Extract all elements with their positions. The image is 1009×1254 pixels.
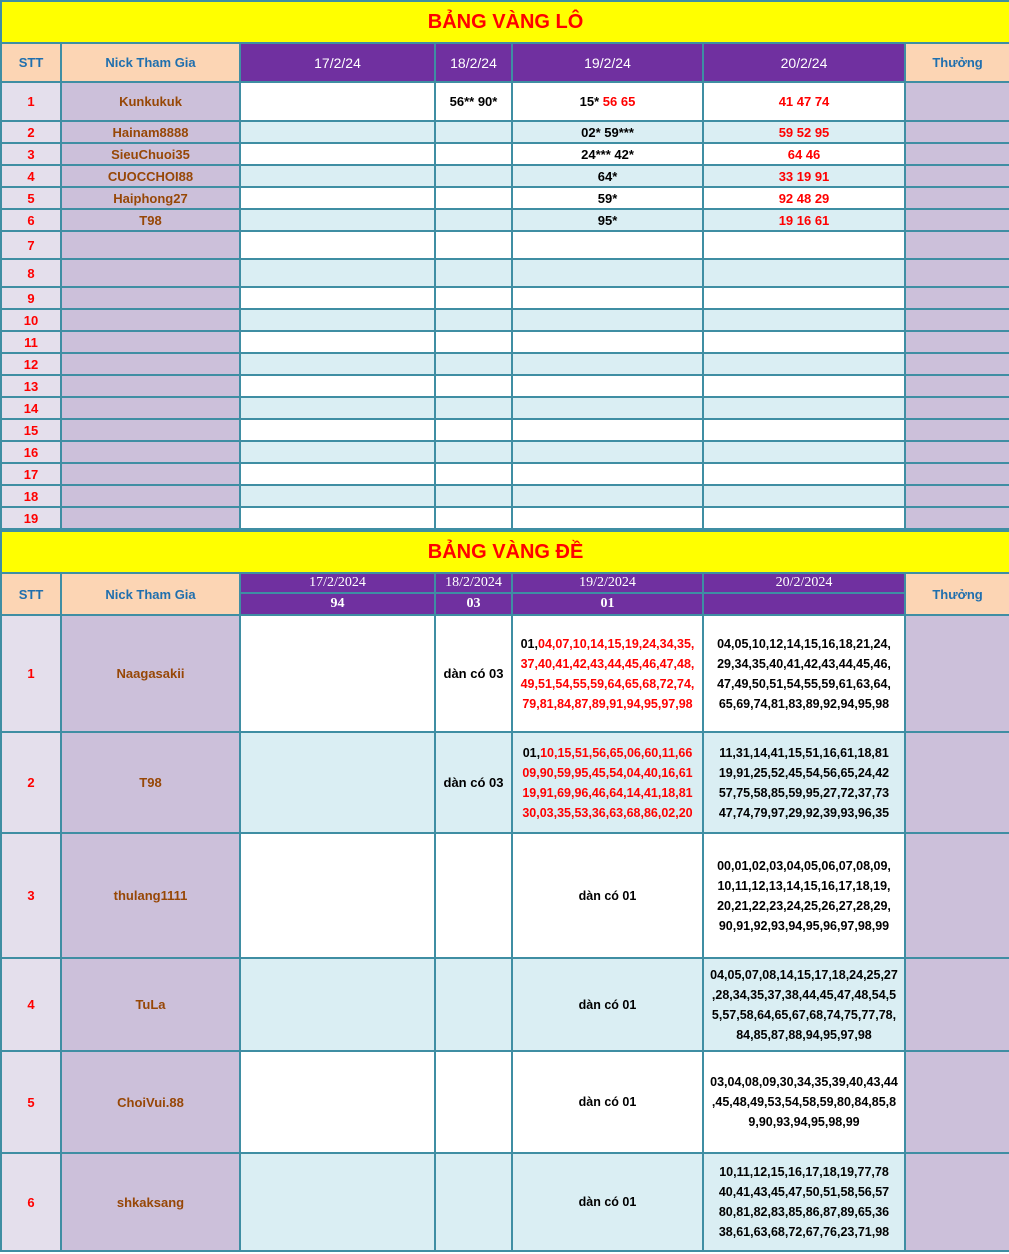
lo-header-date-1: 17/2/24	[240, 43, 435, 82]
lo-nick-cell	[61, 441, 240, 463]
de-result-3: 01	[512, 593, 703, 615]
lo-stt-cell: 19	[1, 507, 61, 529]
lo-reward-cell	[905, 121, 1009, 143]
de-header-date-3: 19/2/2024	[512, 573, 703, 593]
de-date4-cell	[703, 958, 905, 1051]
lo-stt-cell: 1	[1, 82, 61, 121]
lo-header-nick: Nick Tham Gia	[61, 43, 240, 82]
lo-date2-cell	[435, 331, 512, 353]
de-date3-line-black: 01,	[522, 745, 541, 760]
lo-stt-cell: 6	[1, 209, 61, 231]
de-date4-line: 40,41,43,45,47,50,51,58,56,57	[718, 1185, 890, 1199]
lo-nick-cell	[61, 353, 240, 375]
de-date2-cell: dàn có 03	[435, 732, 512, 833]
lo-row	[1, 419, 1009, 441]
lo-date1-cell	[240, 463, 435, 485]
lo-row	[1, 287, 1009, 309]
lo-date2-cell	[435, 209, 512, 231]
lo-date4-cell	[703, 485, 905, 507]
lo-reward-cell	[905, 331, 1009, 353]
lo-nick-cell: SieuChuoi35	[61, 143, 240, 165]
de-date3-line-red: 10,15,51,56,65,06,60,11,66	[540, 745, 693, 760]
lo-date3-cell	[512, 143, 703, 165]
lo-date2-cell	[435, 231, 512, 259]
lo-reward-cell	[905, 485, 1009, 507]
de-header-date-2: 18/2/2024	[435, 573, 512, 593]
de-date1-cell	[240, 1153, 435, 1251]
de-date2-cell	[435, 833, 512, 958]
lo-date2-cell	[435, 259, 512, 287]
de-date2-cell	[435, 1051, 512, 1153]
de-reward-cell	[905, 958, 1009, 1051]
lo-table	[0, 0, 1009, 530]
lo-date4-cell	[703, 353, 905, 375]
lo-date1-cell	[240, 331, 435, 353]
de-stt-cell: 2	[1, 732, 61, 833]
lo-header-date-3: 19/2/24	[512, 43, 703, 82]
lo-reward-cell	[905, 231, 1009, 259]
de-date3-line-red: 30,03,35,53,36,63,68,86,02,20	[522, 805, 693, 820]
de-reward-cell	[905, 1051, 1009, 1153]
de-stt-cell: 5	[1, 1051, 61, 1153]
de-date4-line: ,45,48,49,53,54,58,59,80,84,85,8	[711, 1095, 897, 1109]
lo-date4-cell	[703, 231, 905, 259]
lo-reward-cell	[905, 165, 1009, 187]
lo-row	[1, 143, 1009, 165]
lo-stt-cell: 16	[1, 441, 61, 463]
lo-date4-cell: 33 19 91	[703, 165, 905, 187]
lo-stt-cell: 13	[1, 375, 61, 397]
lo-reward-cell	[905, 143, 1009, 165]
lo-date2-cell	[435, 121, 512, 143]
lo-date4-cell	[703, 309, 905, 331]
de-date2-cell: dàn có 03	[435, 615, 512, 732]
de-date3-line	[513, 763, 702, 783]
de-date3-line	[513, 743, 702, 763]
lo-date1-cell	[240, 259, 435, 287]
de-date3-line	[513, 783, 702, 803]
lo-row	[1, 209, 1009, 231]
lo-stt-cell: 4	[1, 165, 61, 187]
de-date3-cell	[512, 1153, 703, 1251]
lo-date2-cell	[435, 309, 512, 331]
de-date4-cell	[703, 833, 905, 958]
lo-reward-cell	[905, 441, 1009, 463]
lo-date2-cell	[435, 353, 512, 375]
de-date4-line: ,28,34,35,37,38,44,45,47,48,54,5	[711, 987, 897, 1002]
lo-date3-black-text: 59*	[597, 190, 618, 206]
lo-date1-cell	[240, 353, 435, 375]
lo-date4-cell	[703, 259, 905, 287]
lo-date4-cell	[703, 463, 905, 485]
de-header-nick: Nick Tham Gia	[61, 573, 240, 615]
de-nick-cell: shkaksang	[61, 1153, 240, 1251]
lo-header-date-4: 20/2/24	[703, 43, 905, 82]
lo-reward-cell	[905, 419, 1009, 441]
de-date3-cell	[512, 1051, 703, 1153]
de-date4-line: 03,04,08,09,30,34,35,39,40,43,44	[710, 1075, 898, 1089]
de-row	[1, 732, 1009, 833]
lo-date1-cell	[240, 309, 435, 331]
de-reward-cell	[905, 1153, 1009, 1251]
de-nick-cell: TuLa	[61, 958, 240, 1051]
de-date4-line: 84,85,87,88,94,95,97,98	[736, 1027, 872, 1042]
lo-stt-cell: 7	[1, 231, 61, 259]
de-date4-cell	[703, 732, 905, 833]
lo-date3-cell	[512, 209, 703, 231]
lo-date3-cell	[512, 309, 703, 331]
de-result-1: 94	[240, 593, 435, 615]
lo-date3-cell	[512, 441, 703, 463]
de-table	[0, 530, 1009, 1252]
de-date4-line: 29,34,35,40,41,42,43,44,45,46,	[717, 656, 891, 671]
de-date3-line	[513, 674, 702, 694]
de-date3-cell	[512, 615, 703, 732]
de-date3-text: dàn có 01	[578, 1195, 637, 1209]
lo-date3-cell	[512, 419, 703, 441]
lo-reward-cell	[905, 375, 1009, 397]
lo-nick-cell	[61, 507, 240, 529]
lo-date1-cell	[240, 187, 435, 209]
de-date3-line	[513, 634, 702, 654]
lo-date4-cell	[703, 397, 905, 419]
de-date4-line: 80,81,82,83,85,86,87,89,65,36	[718, 1205, 890, 1219]
lo-row	[1, 375, 1009, 397]
lo-date2-cell	[435, 507, 512, 529]
de-date3-line-red: 09,90,59,95,45,54,04,40,16,61	[522, 765, 693, 780]
lo-reward-cell	[905, 397, 1009, 419]
de-date4-line: 10,11,12,15,16,17,18,19,77,78	[719, 1165, 889, 1179]
de-date1-cell	[240, 1051, 435, 1153]
lo-row	[1, 485, 1009, 507]
lo-reward-cell	[905, 507, 1009, 529]
de-date4-line: 47,49,50,51,54,55,59,61,63,64,	[717, 676, 891, 691]
lo-date4-cell	[703, 419, 905, 441]
lo-date1-cell	[240, 485, 435, 507]
lo-reward-cell	[905, 287, 1009, 309]
de-date3-cell	[512, 958, 703, 1051]
lo-date3-cell	[512, 353, 703, 375]
lo-date1-cell	[240, 441, 435, 463]
de-date4-line: 38,61,63,68,72,67,76,23,71,98	[718, 1225, 890, 1239]
lo-date2-cell	[435, 165, 512, 187]
lo-row	[1, 231, 1009, 259]
de-header-stt: STT	[1, 573, 61, 615]
de-nick-cell: Naagasakii	[61, 615, 240, 732]
lo-date1-cell	[240, 507, 435, 529]
lo-date2-cell	[435, 397, 512, 419]
lo-nick-cell	[61, 375, 240, 397]
de-date1-cell	[240, 958, 435, 1051]
lo-nick-cell: T98	[61, 209, 240, 231]
lo-date3-cell	[512, 231, 703, 259]
lo-stt-cell: 5	[1, 187, 61, 209]
de-date2-cell	[435, 958, 512, 1051]
de-date3-text: dàn có 01	[578, 1095, 637, 1109]
lo-date1-cell	[240, 209, 435, 231]
lo-stt-cell: 10	[1, 309, 61, 331]
lo-date1-cell	[240, 165, 435, 187]
lo-date3-cell	[512, 397, 703, 419]
lo-row	[1, 507, 1009, 529]
de-header-date-1: 17/2/2024	[240, 573, 435, 593]
de-stt-cell: 6	[1, 1153, 61, 1251]
lo-stt-cell: 8	[1, 259, 61, 287]
de-title: BẢNG VÀNG ĐỀ	[1, 531, 1009, 573]
lo-date4-cell	[703, 441, 905, 463]
de-date3-line-red: 49,51,54,55,59,64,65,68,72,74,	[520, 676, 695, 691]
de-date3-cell	[512, 732, 703, 833]
lo-date3-cell	[512, 287, 703, 309]
de-date4-line: 57,75,58,85,59,95,27,72,37,73	[718, 785, 890, 800]
de-header-reward: Thưởng	[905, 573, 1009, 615]
de-date3-line	[513, 654, 702, 674]
de-nick-cell: thulang1111	[61, 833, 240, 958]
de-result-2: 03	[435, 593, 512, 615]
lo-date4-cell	[703, 507, 905, 529]
de-stt-cell: 4	[1, 958, 61, 1051]
lo-date2-cell	[435, 463, 512, 485]
de-date4-line: 20,21,22,23,24,25,26,27,28,29,	[717, 898, 891, 913]
de-date4-line: 47,74,79,97,29,92,39,93,96,35	[718, 805, 890, 820]
de-row	[1, 1153, 1009, 1251]
lo-date4-cell: 64 46	[703, 143, 905, 165]
de-date1-cell	[240, 615, 435, 732]
lo-row	[1, 82, 1009, 121]
de-date4-line: 5,57,58,64,65,67,68,74,75,77,78,	[711, 1007, 897, 1022]
de-nick-cell: ChoiVui.88	[61, 1051, 240, 1153]
lo-date2-cell	[435, 143, 512, 165]
de-date3-line-red: 37,40,41,42,43,44,45,46,47,48,	[520, 656, 695, 671]
de-stt-cell: 1	[1, 615, 61, 732]
lo-nick-cell: Hainam8888	[61, 121, 240, 143]
lo-row	[1, 463, 1009, 485]
lo-date3-cell	[512, 187, 703, 209]
lo-date2-cell: 56** 90*	[435, 82, 512, 121]
lo-row	[1, 121, 1009, 143]
lo-row	[1, 187, 1009, 209]
lo-date1-cell	[240, 82, 435, 121]
de-row	[1, 958, 1009, 1051]
lo-row	[1, 441, 1009, 463]
de-date4-line: 65,69,74,81,83,89,92,94,95,98	[718, 696, 890, 711]
de-header-date-4: 20/2/2024	[703, 573, 905, 593]
lo-date3-black-text: 95*	[597, 212, 618, 228]
lo-reward-cell	[905, 209, 1009, 231]
lo-date3-cell	[512, 331, 703, 353]
lo-reward-cell	[905, 353, 1009, 375]
lo-nick-cell: CUOCCHOI88	[61, 165, 240, 187]
lo-reward-cell	[905, 82, 1009, 121]
lo-stt-cell: 15	[1, 419, 61, 441]
de-date3-line-red: 04,07,10,14,15,19,24,34,35,	[538, 636, 695, 651]
lo-stt-cell: 9	[1, 287, 61, 309]
de-result-4	[703, 593, 905, 615]
lo-date1-cell	[240, 231, 435, 259]
lo-date2-cell	[435, 187, 512, 209]
lo-title: BẢNG VÀNG LÔ	[1, 1, 1009, 43]
de-date1-cell	[240, 732, 435, 833]
lo-date4-cell	[703, 331, 905, 353]
de-date3-line-red: 19,91,69,96,46,64,14,41,18,81	[522, 785, 693, 800]
lo-date2-cell	[435, 485, 512, 507]
lo-date4-cell: 92 48 29	[703, 187, 905, 209]
lo-date4-cell: 41 47 74	[703, 82, 905, 121]
lo-date4-cell	[703, 287, 905, 309]
lo-date1-cell	[240, 397, 435, 419]
lo-stt-cell: 12	[1, 353, 61, 375]
lo-date2-cell	[435, 287, 512, 309]
lo-date1-cell	[240, 375, 435, 397]
de-date4-line: 00,01,02,03,04,05,06,07,08,09,	[717, 858, 891, 873]
lo-nick-cell	[61, 331, 240, 353]
lo-stt-cell: 14	[1, 397, 61, 419]
lo-date3-cell	[512, 507, 703, 529]
lo-date3-cell	[512, 82, 703, 121]
de-nick-cell: T98	[61, 732, 240, 833]
de-date4-line: 04,05,07,08,14,15,17,18,24,25,27	[710, 967, 898, 982]
de-date2-cell	[435, 1153, 512, 1251]
lo-reward-cell	[905, 463, 1009, 485]
de-date4-cell	[703, 615, 905, 732]
lo-nick-cell	[61, 259, 240, 287]
lo-nick-cell: Kunkukuk	[61, 82, 240, 121]
de-date3-line-red: 79,81,84,87,89,91,94,95,97,98	[522, 696, 693, 711]
de-date4-cell	[703, 1153, 905, 1251]
lo-row	[1, 309, 1009, 331]
lo-date3-black-text: 64*	[597, 168, 618, 184]
de-date4-line: 19,91,25,52,45,54,56,65,24,42	[718, 765, 890, 780]
lo-row	[1, 397, 1009, 419]
lo-row	[1, 331, 1009, 353]
lo-date2-cell	[435, 441, 512, 463]
de-reward-cell	[905, 732, 1009, 833]
lo-date3-cell	[512, 165, 703, 187]
de-row	[1, 615, 1009, 732]
lo-date3-red-text: 56 65	[599, 94, 636, 109]
de-date4-cell	[703, 1051, 905, 1153]
lo-date3-cell	[512, 259, 703, 287]
lo-header-reward: Thưởng	[905, 43, 1009, 82]
lo-date1-cell	[240, 143, 435, 165]
lo-stt-cell: 2	[1, 121, 61, 143]
lo-nick-cell	[61, 419, 240, 441]
lo-date1-cell	[240, 121, 435, 143]
de-date3-text: dàn có 01	[578, 888, 637, 903]
de-date3-text: dàn có 01	[578, 997, 637, 1012]
lo-nick-cell	[61, 287, 240, 309]
lo-date3-cell	[512, 485, 703, 507]
lo-date4-cell: 59 52 95	[703, 121, 905, 143]
de-row	[1, 833, 1009, 958]
de-reward-cell	[905, 615, 1009, 732]
lo-date3-cell	[512, 463, 703, 485]
lo-date1-cell	[240, 287, 435, 309]
lo-nick-cell	[61, 485, 240, 507]
de-row	[1, 1051, 1009, 1153]
lo-nick-cell	[61, 231, 240, 259]
lo-nick-cell	[61, 463, 240, 485]
de-date3-line-black: 01,	[520, 636, 538, 651]
lo-row	[1, 259, 1009, 287]
lo-reward-cell	[905, 309, 1009, 331]
lo-date2-cell	[435, 375, 512, 397]
de-reward-cell	[905, 833, 1009, 958]
de-date4-line: 9,90,93,94,95,98,99	[748, 1115, 860, 1129]
lo-date3-black-text: 24*** 42*	[581, 146, 634, 162]
lo-stt-cell: 11	[1, 331, 61, 353]
de-date3-cell	[512, 833, 703, 958]
lo-date4-cell	[703, 375, 905, 397]
lo-reward-cell	[905, 187, 1009, 209]
de-stt-cell: 3	[1, 833, 61, 958]
lo-date3-black-text: 02* 59***	[581, 124, 634, 140]
de-date4-line: 10,11,12,13,14,15,16,17,18,19,	[717, 878, 891, 893]
lo-date3-cell	[512, 121, 703, 143]
de-date4-line: 11,31,14,41,15,51,16,61,18,81	[719, 745, 889, 760]
lo-date4-cell: 19 16 61	[703, 209, 905, 231]
de-date3-line	[513, 694, 702, 714]
lo-date1-cell	[240, 419, 435, 441]
lo-row	[1, 165, 1009, 187]
lo-header-stt: STT	[1, 43, 61, 82]
lo-stt-cell: 18	[1, 485, 61, 507]
lo-stt-cell: 17	[1, 463, 61, 485]
lo-stt-cell: 3	[1, 143, 61, 165]
lo-nick-cell	[61, 309, 240, 331]
de-date4-line: 04,05,10,12,14,15,16,18,21,24,	[717, 636, 891, 651]
de-date4-line: 90,91,92,93,94,95,96,97,98,99	[718, 918, 890, 933]
de-date3-line	[513, 803, 702, 823]
lo-date2-cell	[435, 419, 512, 441]
lo-header-date-2: 18/2/24	[435, 43, 512, 82]
lo-nick-cell	[61, 397, 240, 419]
de-date1-cell	[240, 833, 435, 958]
lo-date3-cell	[512, 375, 703, 397]
lo-nick-cell: Haiphong27	[61, 187, 240, 209]
lo-row	[1, 353, 1009, 375]
lo-date3-black-text: 15*	[579, 94, 600, 109]
lo-reward-cell	[905, 259, 1009, 287]
